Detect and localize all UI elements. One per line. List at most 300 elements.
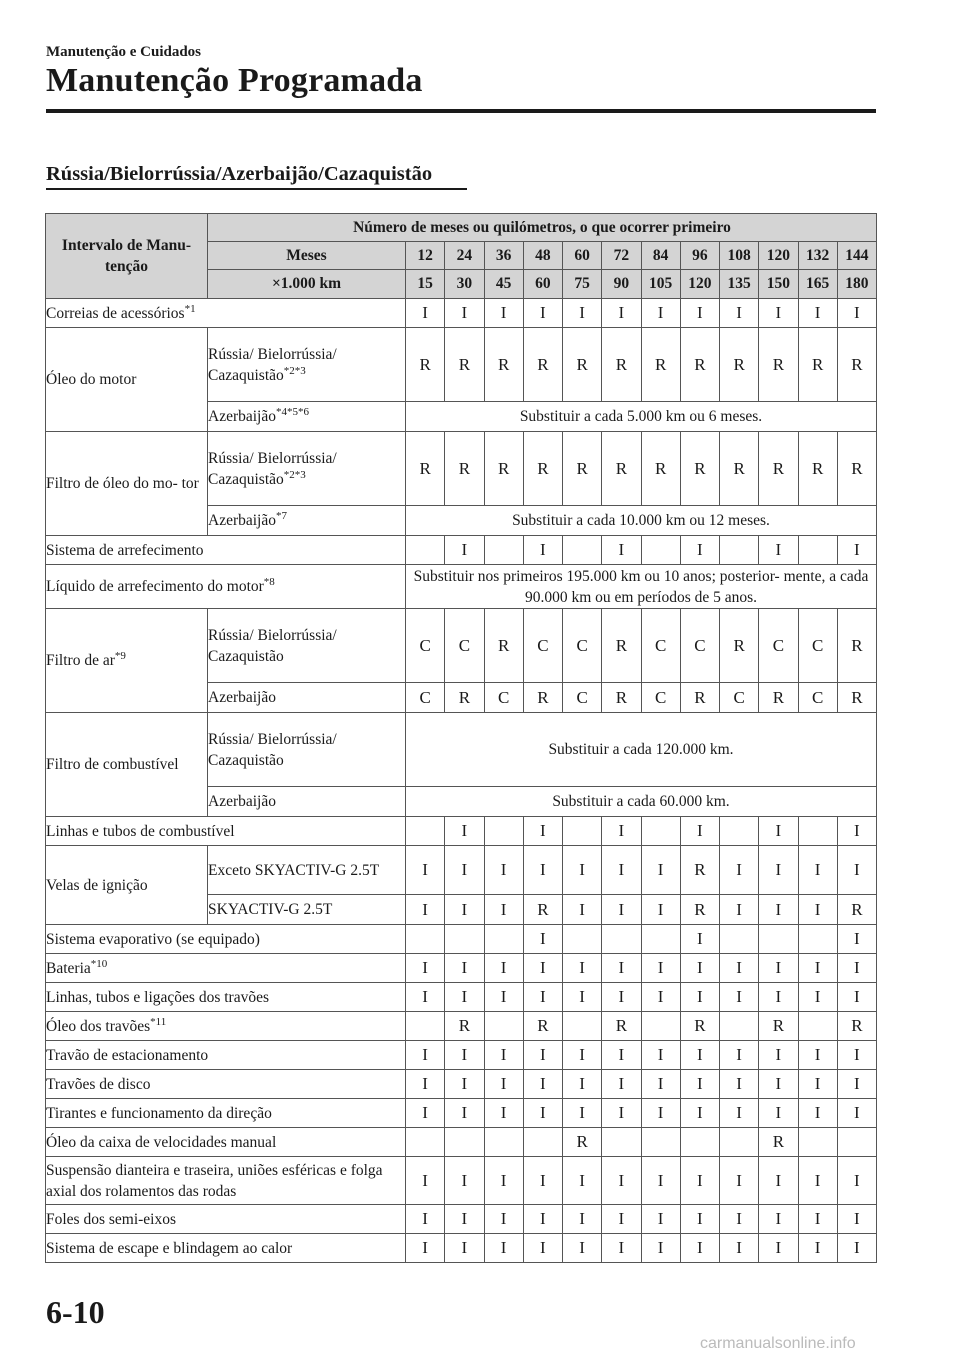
interval-value: I bbox=[563, 1234, 602, 1263]
interval-value: I bbox=[523, 299, 562, 328]
interval-value: I bbox=[406, 299, 445, 328]
item-label: Linhas e tubos de combustível bbox=[46, 822, 235, 840]
section-title: Rússia/Bielorrússia/Azerbaijão/Cazaquistão bbox=[46, 163, 433, 185]
interval-value: I bbox=[837, 846, 876, 895]
interval-header: Intervalo de Manu-tenção bbox=[46, 214, 208, 299]
footnote-marker: *9 bbox=[114, 650, 126, 662]
interval-value: I bbox=[602, 1041, 641, 1070]
table-row bbox=[46, 1205, 877, 1234]
month-header: 72 bbox=[602, 242, 641, 270]
interval-value: I bbox=[484, 299, 523, 328]
interval-value: I bbox=[406, 895, 445, 925]
months-header: Meses bbox=[208, 242, 406, 270]
item-label: Sistema de escape e blindagem ao calor bbox=[46, 1239, 293, 1257]
table-row bbox=[46, 1041, 877, 1070]
interval-value: I bbox=[798, 1041, 837, 1070]
interval-value: R bbox=[602, 683, 641, 713]
footnote-marker: *10 bbox=[90, 957, 108, 970]
interval-value bbox=[720, 925, 759, 954]
interval-value: I bbox=[602, 1070, 641, 1099]
interval-value: R bbox=[484, 609, 523, 683]
interval-value: I bbox=[720, 1070, 759, 1099]
interval-value: I bbox=[641, 1234, 680, 1263]
interval-value: I bbox=[602, 817, 641, 846]
table-row bbox=[46, 713, 877, 787]
interval-value: I bbox=[445, 846, 484, 895]
month-header: 12 bbox=[406, 242, 445, 270]
km-header: 90 bbox=[602, 270, 641, 299]
interval-value: I bbox=[563, 846, 602, 895]
interval-value: C bbox=[720, 683, 759, 713]
engine-variant-label bbox=[208, 846, 406, 895]
interval-value bbox=[602, 1128, 641, 1157]
interval-value: I bbox=[563, 299, 602, 328]
interval-value: R bbox=[445, 432, 484, 506]
interval-value: R bbox=[602, 328, 641, 402]
interval-value: I bbox=[406, 1157, 445, 1205]
footnote-marker: *11 bbox=[150, 1015, 167, 1028]
interval-value: R bbox=[837, 1012, 876, 1041]
item-name bbox=[46, 1157, 406, 1205]
interval-value: I bbox=[759, 983, 798, 1012]
month-header: 120 bbox=[759, 242, 798, 270]
item-label: Filtro de ar bbox=[46, 652, 115, 669]
interval-value: I bbox=[798, 1157, 837, 1205]
item-name bbox=[46, 565, 406, 609]
interval-value bbox=[798, 1128, 837, 1157]
item-label: Azerbaijão bbox=[208, 689, 276, 706]
interval-value: R bbox=[484, 328, 523, 402]
interval-value bbox=[720, 1012, 759, 1041]
interval-value: I bbox=[484, 1234, 523, 1263]
item-name bbox=[46, 983, 406, 1012]
interval-value: I bbox=[523, 954, 562, 983]
interval-value bbox=[563, 817, 602, 846]
interval-value: R bbox=[759, 1128, 798, 1157]
table-row bbox=[46, 925, 877, 954]
interval-value: I bbox=[641, 895, 680, 925]
interval-value: I bbox=[720, 1234, 759, 1263]
table-row bbox=[46, 214, 877, 242]
page-title: Manutenção Programada bbox=[46, 62, 423, 99]
interval-value: I bbox=[798, 846, 837, 895]
interval-value: R bbox=[641, 328, 680, 402]
interval-value: R bbox=[720, 432, 759, 506]
interval-value: C bbox=[406, 683, 445, 713]
region-label bbox=[208, 432, 406, 506]
km-header: 135 bbox=[720, 270, 759, 299]
km-header: 15 bbox=[406, 270, 445, 299]
interval-value: I bbox=[798, 1234, 837, 1263]
interval-value: I bbox=[523, 1157, 562, 1205]
interval-value: I bbox=[680, 536, 719, 565]
table-row bbox=[46, 565, 877, 609]
interval-value: I bbox=[680, 817, 719, 846]
interval-value: I bbox=[523, 1041, 562, 1070]
interval-value: I bbox=[680, 1234, 719, 1263]
interval-value: R bbox=[759, 683, 798, 713]
interval-value: R bbox=[798, 432, 837, 506]
interval-value: I bbox=[563, 1041, 602, 1070]
interval-value: I bbox=[406, 954, 445, 983]
item-label: Óleo da caixa de velocidades manual bbox=[46, 1133, 277, 1151]
interval-value: C bbox=[641, 683, 680, 713]
interval-value: I bbox=[680, 954, 719, 983]
table-row bbox=[46, 328, 877, 402]
table-row bbox=[46, 1099, 877, 1128]
footnote-marker: *7 bbox=[276, 510, 287, 522]
interval-value: I bbox=[602, 536, 641, 565]
interval-value: R bbox=[641, 432, 680, 506]
month-header: 48 bbox=[523, 242, 562, 270]
table-row bbox=[46, 846, 877, 895]
watermark: carmanualsonline.info bbox=[700, 1335, 856, 1352]
item-name bbox=[46, 925, 406, 954]
interval-value: I bbox=[602, 1157, 641, 1205]
interval-note: Substituir a cada 10.000 km ou 12 meses. bbox=[406, 506, 877, 536]
interval-value: I bbox=[445, 536, 484, 565]
item-label: Travões de disco bbox=[46, 1075, 151, 1093]
item-name bbox=[46, 1070, 406, 1099]
interval-value bbox=[680, 1128, 719, 1157]
interval-value: I bbox=[798, 895, 837, 925]
item-label: Sistema evaporativo (se equipado) bbox=[46, 930, 260, 948]
footnote-marker: *1 bbox=[184, 302, 196, 315]
interval-value: I bbox=[563, 1099, 602, 1128]
item-label: Azerbaijão bbox=[208, 793, 276, 810]
interval-value: I bbox=[406, 846, 445, 895]
interval-value: I bbox=[445, 817, 484, 846]
region-label bbox=[208, 713, 406, 787]
interval-value: I bbox=[484, 1099, 523, 1128]
maintenance-schedule-table bbox=[45, 213, 877, 1263]
interval-value: I bbox=[759, 536, 798, 565]
table-row bbox=[46, 536, 877, 565]
interval-value: R bbox=[798, 328, 837, 402]
interval-value: I bbox=[759, 817, 798, 846]
interval-value bbox=[798, 925, 837, 954]
interval-value bbox=[837, 1128, 876, 1157]
interval-value: I bbox=[720, 895, 759, 925]
interval-value: R bbox=[680, 328, 719, 402]
table-row bbox=[46, 983, 877, 1012]
item-name bbox=[46, 846, 208, 925]
interval-value: R bbox=[837, 895, 876, 925]
interval-value: I bbox=[563, 1070, 602, 1099]
interval-value: I bbox=[837, 536, 876, 565]
interval-value bbox=[406, 817, 445, 846]
interval-value: R bbox=[720, 328, 759, 402]
item-label: Tirantes e funcionamento da direção bbox=[46, 1104, 272, 1122]
interval-value: I bbox=[837, 925, 876, 954]
item-label: Travão de estacionamento bbox=[46, 1046, 209, 1064]
interval-value: I bbox=[523, 983, 562, 1012]
interval-value: I bbox=[798, 983, 837, 1012]
item-label: Rússia/ Bielorrússia/ Cazaquistão bbox=[208, 730, 337, 769]
interval-value: I bbox=[837, 1070, 876, 1099]
interval-value: R bbox=[406, 432, 445, 506]
interval-value: C bbox=[759, 609, 798, 683]
interval-value: R bbox=[680, 895, 719, 925]
interval-value: R bbox=[445, 328, 484, 402]
interval-value: R bbox=[602, 1012, 641, 1041]
interval-value bbox=[406, 1128, 445, 1157]
interval-value: I bbox=[759, 954, 798, 983]
interval-note: Substituir nos primeiros 195.000 km ou 10 anos; posterior- mente, a cada 90.000 km ou em períodos de 5 anos. bbox=[406, 565, 877, 609]
interval-value bbox=[798, 817, 837, 846]
table-row bbox=[46, 1157, 877, 1205]
interval-value: C bbox=[484, 683, 523, 713]
page-number: 6-10 bbox=[46, 1294, 105, 1330]
km-header: 60 bbox=[523, 270, 562, 299]
interval-value: I bbox=[641, 1070, 680, 1099]
interval-value bbox=[641, 536, 680, 565]
interval-value: I bbox=[563, 1157, 602, 1205]
table-row bbox=[46, 1012, 877, 1041]
interval-note: Substituir a cada 5.000 km ou 6 meses. bbox=[406, 402, 877, 432]
interval-value: I bbox=[602, 846, 641, 895]
interval-value bbox=[798, 536, 837, 565]
item-name bbox=[46, 432, 208, 536]
interval-value: I bbox=[602, 954, 641, 983]
item-name bbox=[46, 328, 208, 432]
item-label: Rússia/ Bielorrússia/ Cazaquistão bbox=[208, 449, 337, 488]
km-header: 75 bbox=[563, 270, 602, 299]
item-name bbox=[46, 536, 406, 565]
item-label: Rússia/ Bielorrússia/ Cazaquistão bbox=[208, 345, 337, 384]
interval-value: R bbox=[837, 432, 876, 506]
item-label: Exceto SKYACTIV-G 2.5T bbox=[208, 861, 380, 879]
interval-value: R bbox=[680, 1012, 719, 1041]
interval-value: I bbox=[641, 1157, 680, 1205]
interval-value: I bbox=[406, 1099, 445, 1128]
interval-value: C bbox=[445, 609, 484, 683]
interval-value: I bbox=[759, 1070, 798, 1099]
interval-value: I bbox=[798, 299, 837, 328]
interval-value bbox=[406, 925, 445, 954]
interval-value: I bbox=[602, 1099, 641, 1128]
item-label: Líquido de arrefecimento do motor bbox=[46, 578, 264, 595]
item-label: SKYACTIV-G 2.5T bbox=[208, 901, 333, 918]
region-label bbox=[208, 609, 406, 683]
month-header: 108 bbox=[720, 242, 759, 270]
footnote-marker: *2*3 bbox=[283, 468, 306, 481]
interval-value: I bbox=[759, 1234, 798, 1263]
item-label: Suspensão dianteira e traseira, uniões esféricas e folga axial dos rolamentos das rodas bbox=[46, 1161, 383, 1200]
interval-value: R bbox=[445, 683, 484, 713]
interval-value: I bbox=[445, 1070, 484, 1099]
interval-value: I bbox=[445, 1234, 484, 1263]
table-row bbox=[46, 609, 877, 683]
interval-note: Substituir a cada 60.000 km. bbox=[406, 787, 877, 817]
month-header: 144 bbox=[837, 242, 876, 270]
interval-value: I bbox=[641, 1041, 680, 1070]
km-header: 180 bbox=[837, 270, 876, 299]
interval-value: I bbox=[602, 299, 641, 328]
interval-value bbox=[484, 1012, 523, 1041]
interval-value: I bbox=[641, 299, 680, 328]
interval-value: I bbox=[641, 983, 680, 1012]
interval-value: I bbox=[837, 299, 876, 328]
interval-value: I bbox=[680, 1157, 719, 1205]
interval-value: I bbox=[680, 299, 719, 328]
interval-value bbox=[720, 536, 759, 565]
interval-value bbox=[484, 1128, 523, 1157]
item-label: Velas de ignição bbox=[46, 876, 148, 894]
interval-value: I bbox=[484, 846, 523, 895]
interval-value: I bbox=[720, 299, 759, 328]
item-name bbox=[46, 954, 406, 983]
interval-value: I bbox=[445, 1099, 484, 1128]
interval-value: I bbox=[798, 954, 837, 983]
item-name bbox=[46, 609, 208, 713]
interval-value: I bbox=[837, 1205, 876, 1234]
interval-value: I bbox=[602, 895, 641, 925]
interval-value: I bbox=[680, 983, 719, 1012]
interval-value: R bbox=[759, 432, 798, 506]
interval-value: I bbox=[641, 954, 680, 983]
interval-value: I bbox=[445, 895, 484, 925]
interval-value: I bbox=[523, 1205, 562, 1234]
interval-value: I bbox=[720, 1205, 759, 1234]
interval-value: R bbox=[759, 328, 798, 402]
interval-value: R bbox=[563, 1128, 602, 1157]
interval-value: C bbox=[641, 609, 680, 683]
interval-value bbox=[720, 817, 759, 846]
interval-value: I bbox=[484, 895, 523, 925]
interval-value bbox=[484, 817, 523, 846]
interval-value: I bbox=[759, 1157, 798, 1205]
interval-value: C bbox=[798, 609, 837, 683]
interval-value: I bbox=[759, 299, 798, 328]
interval-value: I bbox=[445, 983, 484, 1012]
interval-value: R bbox=[602, 609, 641, 683]
interval-value: I bbox=[563, 983, 602, 1012]
interval-value: R bbox=[680, 846, 719, 895]
interval-value bbox=[641, 925, 680, 954]
region-label bbox=[208, 787, 406, 817]
interval-value: I bbox=[445, 1205, 484, 1234]
item-label: Óleo dos travões bbox=[46, 1017, 151, 1035]
interval-value: R bbox=[523, 432, 562, 506]
interval-value: C bbox=[563, 609, 602, 683]
interval-value: I bbox=[406, 983, 445, 1012]
interval-value: I bbox=[563, 1205, 602, 1234]
interval-value: I bbox=[798, 1099, 837, 1128]
interval-value: I bbox=[837, 1041, 876, 1070]
item-name bbox=[46, 713, 208, 817]
km-header: 120 bbox=[680, 270, 719, 299]
interval-value bbox=[602, 925, 641, 954]
interval-value bbox=[445, 925, 484, 954]
item-label: Foles dos semi-eixos bbox=[46, 1210, 177, 1228]
interval-value: I bbox=[759, 846, 798, 895]
interval-value: R bbox=[720, 609, 759, 683]
item-label: Correias de acessórios bbox=[46, 304, 185, 322]
interval-value: I bbox=[445, 954, 484, 983]
month-header: 60 bbox=[563, 242, 602, 270]
km-header: 45 bbox=[484, 270, 523, 299]
chapter-label: Manutenção e Cuidados bbox=[46, 44, 202, 60]
item-name bbox=[46, 1205, 406, 1234]
title-divider bbox=[46, 109, 876, 113]
interval-value: I bbox=[563, 895, 602, 925]
interval-value: I bbox=[641, 846, 680, 895]
interval-value: I bbox=[563, 954, 602, 983]
interval-value: I bbox=[445, 299, 484, 328]
interval-value: I bbox=[720, 846, 759, 895]
item-label: Óleo do motor bbox=[46, 371, 137, 388]
footnote-marker: *2*3 bbox=[283, 364, 306, 377]
interval-value: I bbox=[680, 1205, 719, 1234]
interval-value: C bbox=[798, 683, 837, 713]
item-name bbox=[46, 817, 406, 846]
km-header: ×1.000 km bbox=[208, 270, 406, 299]
interval-value: R bbox=[523, 683, 562, 713]
interval-value: I bbox=[798, 1070, 837, 1099]
interval-value bbox=[445, 1128, 484, 1157]
interval-value: I bbox=[641, 1205, 680, 1234]
interval-value bbox=[798, 1012, 837, 1041]
table-row bbox=[46, 817, 877, 846]
month-header: 96 bbox=[680, 242, 719, 270]
interval-value: I bbox=[837, 983, 876, 1012]
interval-value bbox=[484, 925, 523, 954]
table-row bbox=[46, 1234, 877, 1263]
interval-value: R bbox=[523, 328, 562, 402]
interval-value: I bbox=[759, 1041, 798, 1070]
interval-value: I bbox=[484, 983, 523, 1012]
interval-value: I bbox=[445, 1041, 484, 1070]
interval-value: C bbox=[680, 609, 719, 683]
interval-value: R bbox=[523, 1012, 562, 1041]
interval-value: I bbox=[406, 1041, 445, 1070]
interval-value bbox=[523, 1128, 562, 1157]
interval-value: I bbox=[523, 846, 562, 895]
interval-value: R bbox=[406, 328, 445, 402]
interval-value bbox=[563, 1012, 602, 1041]
interval-value: I bbox=[720, 983, 759, 1012]
interval-value: I bbox=[484, 1041, 523, 1070]
interval-value: I bbox=[523, 817, 562, 846]
interval-value: I bbox=[484, 1070, 523, 1099]
interval-value: R bbox=[563, 432, 602, 506]
item-name bbox=[46, 299, 406, 328]
span-header: Número de meses ou quilómetros, o que ocorrer primeiro bbox=[208, 214, 877, 242]
interval-value: I bbox=[720, 1157, 759, 1205]
interval-value: I bbox=[484, 954, 523, 983]
item-label: Rússia/ Bielorrússia/ Cazaquistão bbox=[208, 626, 337, 665]
interval-value bbox=[641, 1012, 680, 1041]
item-name bbox=[46, 1041, 406, 1070]
item-label: Linhas, tubos e ligações dos travões bbox=[46, 988, 269, 1006]
interval-value: I bbox=[837, 1157, 876, 1205]
month-header: 36 bbox=[484, 242, 523, 270]
interval-value: I bbox=[798, 1205, 837, 1234]
interval-value: I bbox=[759, 895, 798, 925]
interval-value bbox=[720, 1128, 759, 1157]
interval-value: R bbox=[680, 432, 719, 506]
interval-value: I bbox=[523, 536, 562, 565]
region-label bbox=[208, 506, 406, 536]
interval-value bbox=[641, 1128, 680, 1157]
interval-value: R bbox=[523, 895, 562, 925]
table-row bbox=[46, 432, 877, 506]
footnote-marker: *8 bbox=[263, 576, 275, 588]
item-label: Filtro de óleo do mo- tor bbox=[46, 475, 199, 492]
item-label: Azerbaijão bbox=[208, 408, 276, 425]
interval-value: I bbox=[680, 925, 719, 954]
